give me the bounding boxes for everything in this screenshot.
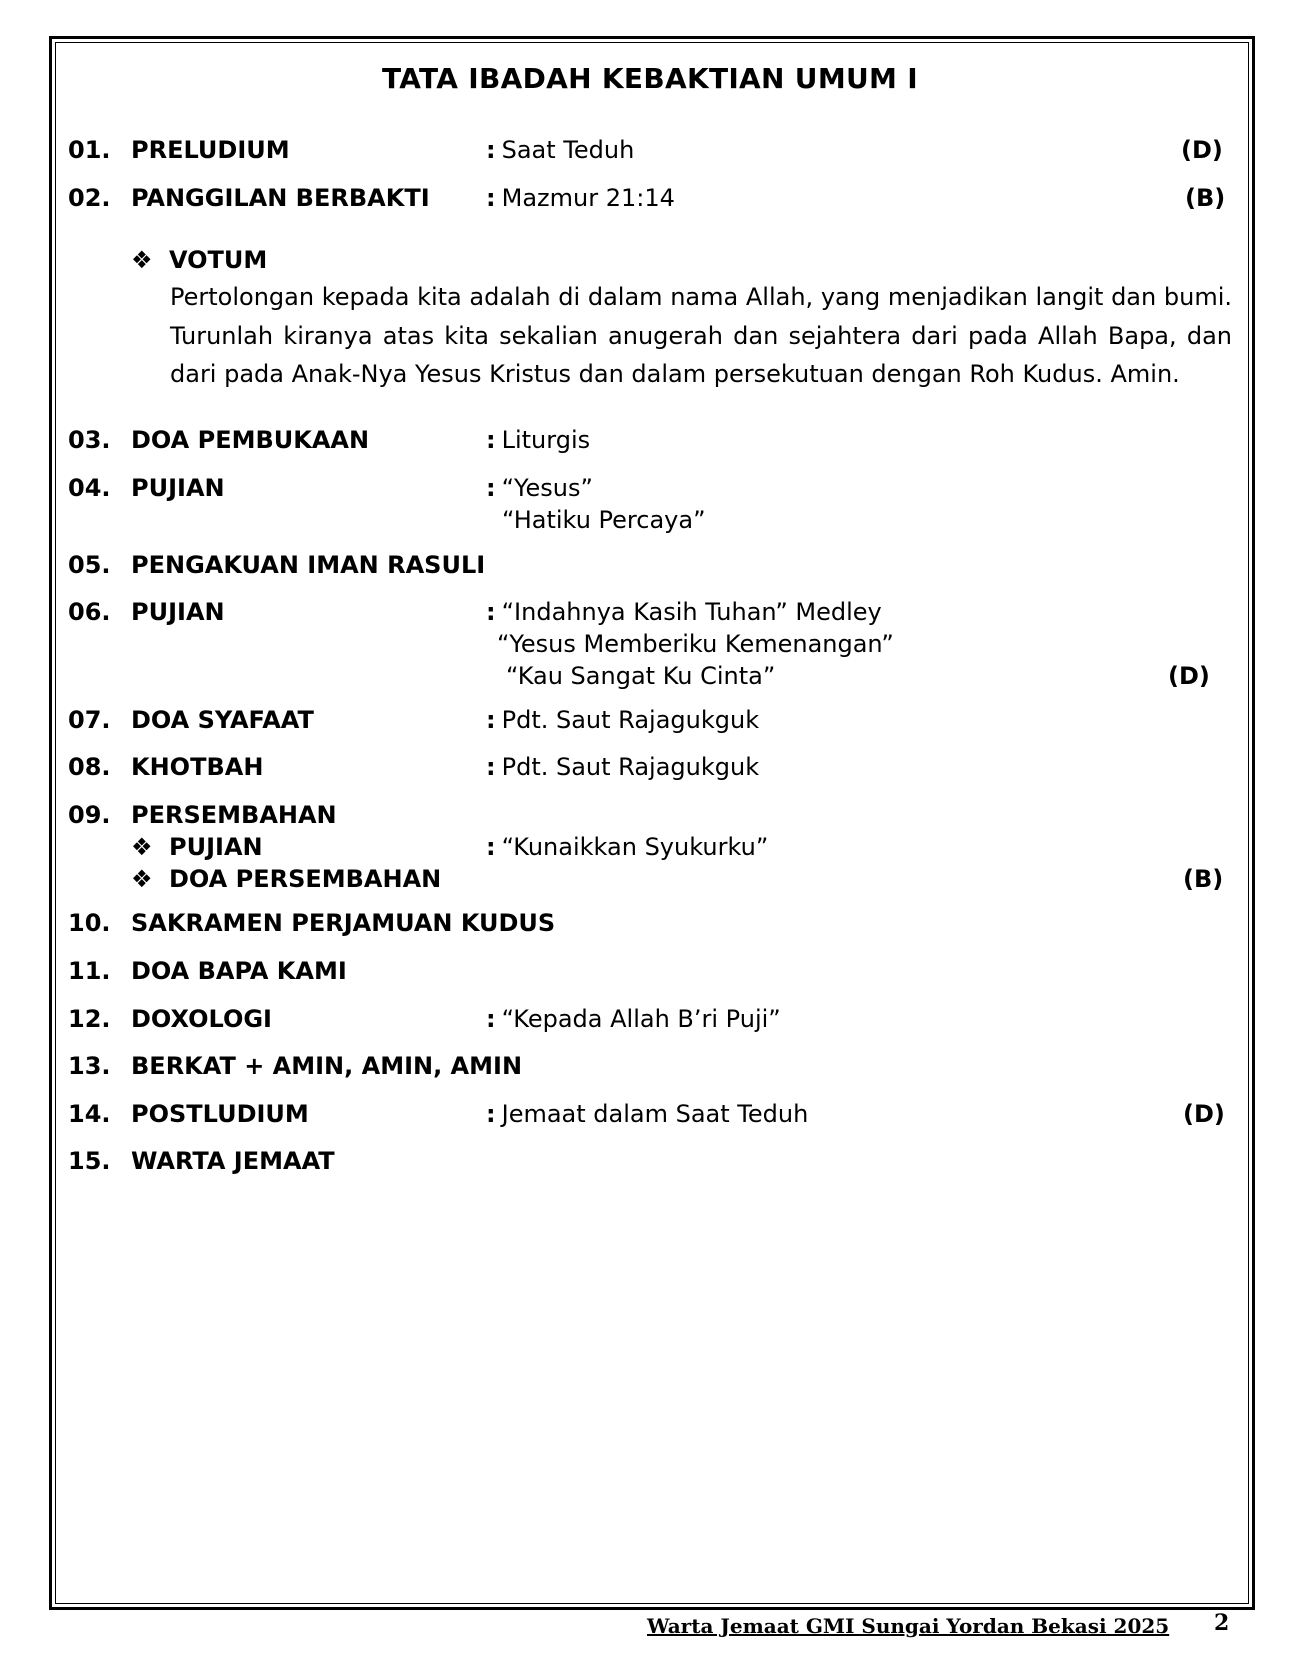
colon: :	[486, 136, 496, 164]
colon: :	[486, 1100, 496, 1128]
item-value	[486, 183, 675, 213]
bullet-icon: ❖	[131, 246, 153, 274]
footer-text: Warta Jemaat GMI Sungai Yordan Bekasi 2025	[647, 1614, 1170, 1638]
item-value-line2: “Hatiku Percaya”	[502, 506, 706, 534]
item-code: (D)	[1181, 136, 1223, 164]
sub-item-label: ❖ PUJIAN	[131, 833, 263, 861]
item-number: 01.	[68, 136, 111, 164]
item-value-text: Pdt. Saut Rajagukguk	[501, 753, 760, 781]
item-label: DOA SYAFAAT	[131, 706, 314, 734]
item-value-text: “Yesus”	[501, 474, 593, 502]
item-label: WARTA JEMAAT	[131, 1147, 335, 1175]
item-value-text: “Kepada Allah B’ri Puji”	[501, 1005, 781, 1033]
item-value-text: Saat Teduh	[501, 136, 635, 164]
item-value	[486, 705, 759, 735]
item-number: 08.	[68, 753, 111, 781]
colon: :	[486, 184, 496, 212]
colon: :	[486, 474, 496, 502]
item-number: 06.	[68, 598, 111, 626]
sub-item-label: ❖ DOA PERSEMBAHAN	[131, 865, 442, 893]
item-value	[486, 1004, 781, 1034]
item-value	[486, 1099, 808, 1129]
colon: :	[486, 706, 496, 734]
item-number: 04.	[68, 474, 111, 502]
item-value-text: “Indahnya Kasih Tuhan” Medley	[501, 598, 882, 626]
item-number: 14.	[68, 1100, 111, 1128]
item-label: PENGAKUAN IMAN RASULI	[131, 551, 486, 579]
item-code: (D)	[1168, 662, 1210, 690]
bullet-icon: ❖	[131, 865, 153, 893]
item-label: PUJIAN	[131, 474, 225, 502]
item-value-line3: “Kau Sangat Ku Cinta”	[506, 662, 776, 690]
page-title: TATA IBADAH KEBAKTIAN UMUM I	[382, 62, 918, 95]
sub-item-value	[486, 832, 768, 862]
item-number: 02.	[68, 184, 111, 212]
colon: :	[486, 833, 496, 861]
item-number: 12.	[68, 1005, 111, 1033]
item-label: KHOTBAH	[131, 753, 264, 781]
colon: :	[486, 426, 496, 454]
item-number: 03.	[68, 426, 111, 454]
sub-item-value-text: “Kunaikkan Syukurku”	[501, 833, 769, 861]
sub-item-code: (B)	[1183, 865, 1224, 893]
item-value-text: Jemaat dalam Saat Teduh	[501, 1100, 809, 1128]
item-label: PANGGILAN BERBAKTI	[131, 184, 430, 212]
item-number: 15.	[68, 1147, 111, 1175]
item-label: PUJIAN	[131, 598, 225, 626]
item-number: 10.	[68, 909, 111, 937]
colon: :	[486, 598, 496, 626]
votum-label: VOTUM	[169, 246, 268, 274]
item-value	[486, 425, 590, 455]
item-label: DOA BAPA KAMI	[131, 957, 347, 985]
item-label: POSTLUDIUM	[131, 1100, 309, 1128]
votum-text: Pertolongan kepada kita adalah di dalam nama Allah, yang menjadikan langit dan bumi. Turunlah kiranya atas kita sekalian anugerah dan sejahtera dari pada Allah Bapa, dan dari pada Anak-Nya Yesus Kristus dan dalam persekutuan dengan Roh Kudus. Amin.	[170, 283, 1232, 388]
bullet-icon: ❖	[131, 833, 153, 861]
item-number: 13.	[68, 1052, 111, 1080]
item-value-text: Mazmur 21:14	[501, 184, 675, 212]
item-value	[486, 473, 593, 503]
item-code: (D)	[1183, 1100, 1225, 1128]
item-value	[486, 135, 634, 165]
colon: :	[486, 753, 496, 781]
item-label: SAKRAMEN PERJAMUAN KUDUS	[131, 909, 556, 937]
item-value	[486, 597, 882, 627]
item-label: DOXOLOGI	[131, 1005, 272, 1033]
item-number: 05.	[68, 551, 111, 579]
item-label: BERKAT + AMIN, AMIN, AMIN	[131, 1052, 523, 1080]
item-value	[486, 752, 759, 782]
item-value-line2: “Yesus Memberiku Kemenangan”	[497, 630, 894, 658]
colon: :	[486, 1005, 496, 1033]
votum-heading	[131, 245, 267, 275]
item-label: DOA PEMBUKAAN	[131, 426, 370, 454]
item-number: 09.	[68, 801, 111, 829]
item-number: 11.	[68, 957, 111, 985]
page-number: 2	[1214, 1610, 1230, 1636]
item-code: (B)	[1185, 184, 1226, 212]
item-value-text: Liturgis	[501, 426, 591, 454]
item-value-text: Pdt. Saut Rajagukguk	[501, 706, 760, 734]
item-label: PERSEMBAHAN	[131, 801, 337, 829]
item-number: 07.	[68, 706, 111, 734]
item-label: PRELUDIUM	[131, 136, 290, 164]
